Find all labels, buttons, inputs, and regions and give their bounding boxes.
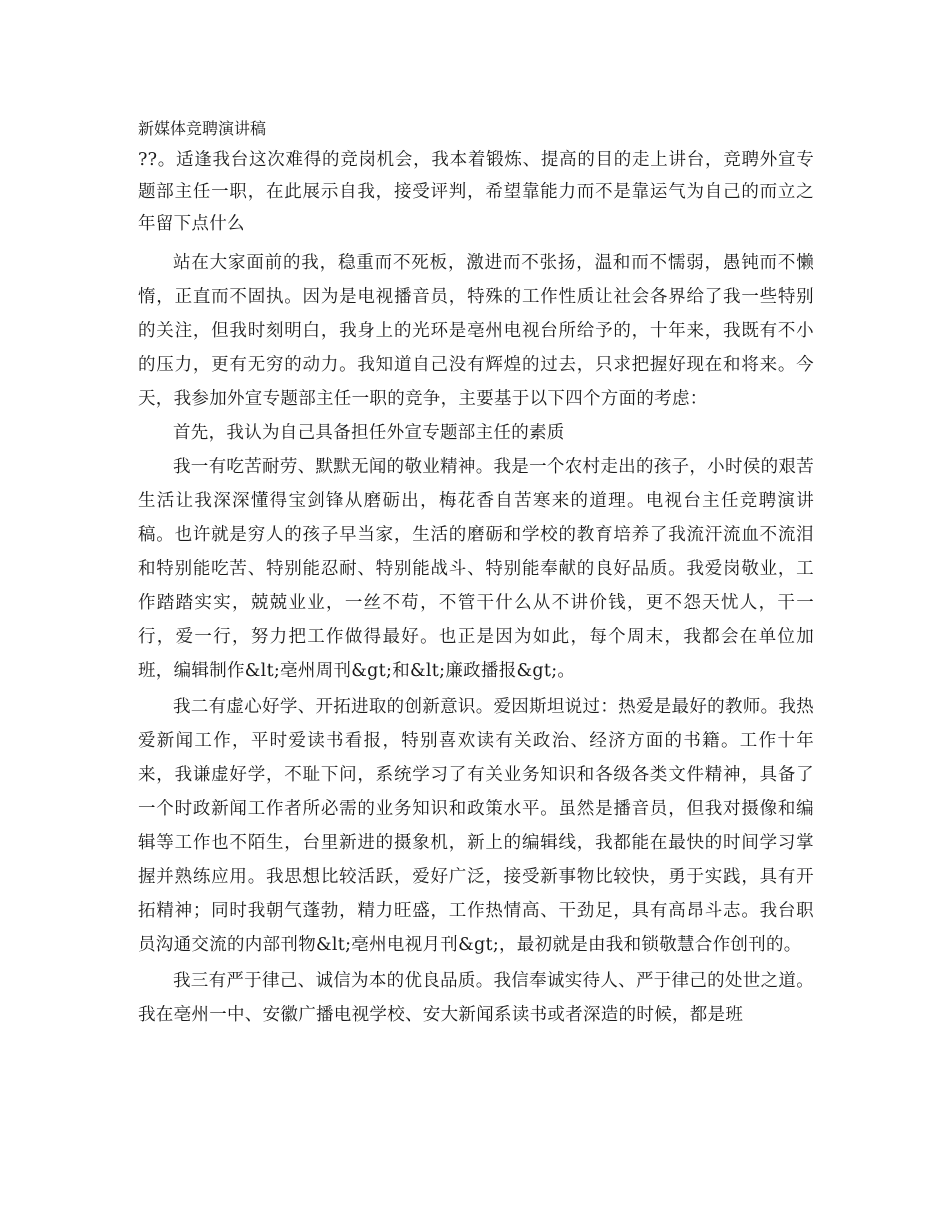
learning-paragraph: 我二有虚心好学、开拓进取的创新意识。爱因斯坦说过：热爱是最好的教师。我热爱新闻工作，平时爱读书看报，特别喜欢读有关政治、经济方面的书籍。工作十年来，我谦虚好学，不耻下问，系统学习了有关业务知识和各级各类文件精神，具备了一个时政新闻工作者所必需的业务知识和政策水平。虽然是播音员，但我对摄像和编辑等工作也不陌生，台里新进的摄象机，新上的编辑线，我都能在最快的时间学习掌握并熟练应用。我思想比较活跃，爱好广泛，接受新事物比较快，勇于实践，具有开拓精神；同时我朝气蓬勃，精力旺盛，工作热情高、干劲足，具有高昂斗志。我台职员沟通交流的内部刊物&lt;亳州电视月刊&gt;，最初就是由我和锁敬慧合作创刊的。	[138, 697, 814, 955]
integrity-paragraph: 我三有严于律己、诚信为本的优良品质。我信奉诚实待人、严于律己的处世之道。我在亳州一中、安徽广播电视学校、安大新闻系读书或者深造的时候，都是班	[138, 971, 814, 1025]
intro-paragraph: ??。适逢我台这次难得的竞岗机会，我本着锻炼、提高的目的走上讲台，竞聘外宣专题部主任一职，在此展示自我，接受评判，希望靠能力而不是靠运气为自己的而立之年留下点什么	[138, 150, 814, 234]
dedication-paragraph: 我一有吃苦耐劳、默默无闻的敬业精神。我是一个农村走出的孩子，小时侯的艰苦生活让我深深懂得宝剑锋从磨砺出，梅花香自苦寒来的道理。电视台主任竞聘演讲稿。也许就是穷人的孩子早当家，生活的磨砺和学校的教育培养了我流汗流血不流泪和特别能吃苦、特别能忍耐、特别能战斗、特别能奉献的良好品质。我爱岗敬业，工作踏踏实实，兢兢业业，一丝不苟，不管干什么从不讲价钱，更不怨天忧人，干一行，爱一行，努力把工作做得最好。也正是因为如此，每个周末，我都会在单位加班，编辑制作&lt;亳州周刊&gt;和&lt;廉政播报&gt;。	[138, 457, 814, 681]
section-heading-paragraph: 首先，我认为自己具备担任外宣专题部主任的素质	[173, 423, 565, 443]
self-description-paragraph: 站在大家面前的我，稳重而不死板，激进而不张扬，温和而不懦弱，愚钝而不懒惰，正直而不固执。因为是电视播音员，特殊的工作性质让社会各界给了我一些特别的关注，但我时刻明白，我身上的光环是亳州电视台所给予的，十年来，我既有不小的压力，更有无穷的动力。我知道自己没有辉煌的过去，只求把握好现在和将来。今天，我参加外宣专题部主任一职的竞争，主要基于以下四个方面的考虑：	[138, 253, 814, 409]
document-body	[138, 116, 814, 1032]
document-title: 新媒体竞聘演讲稿	[138, 119, 267, 138]
